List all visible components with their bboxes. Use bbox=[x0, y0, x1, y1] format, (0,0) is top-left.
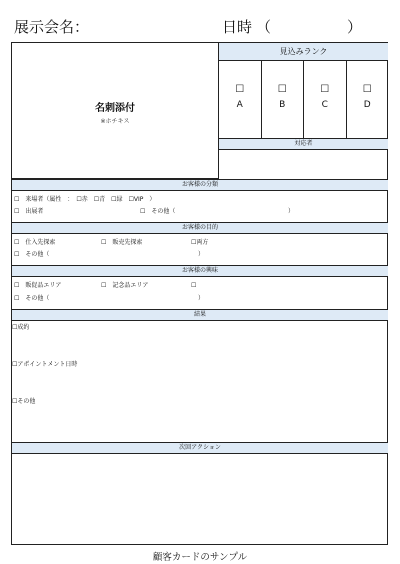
staff-heading: 対応者 bbox=[219, 139, 388, 150]
rank-option-a[interactable] bbox=[219, 61, 262, 138]
date-paren-close: ） bbox=[346, 18, 362, 36]
page-caption: 顧客カードのサンプル bbox=[152, 552, 248, 563]
purpose-other-close: ） bbox=[198, 251, 205, 258]
exhibitor-option[interactable]: ☐ 出展者 bbox=[14, 208, 44, 215]
visitor-option[interactable]: ☐ 来場者（属性 ： ☐赤 ☐青 ☐緑 ☐VIP ） bbox=[14, 196, 156, 203]
rank-checkbox[interactable]: ☐ bbox=[320, 84, 330, 95]
interest-other-close: ） bbox=[198, 295, 205, 302]
result-heading: 結果 bbox=[12, 309, 388, 321]
promo-area-option[interactable]: ☐ 販促品エリア bbox=[14, 282, 62, 289]
rank-checkbox[interactable]: ☐ bbox=[235, 84, 245, 95]
classification-other-close: ） bbox=[288, 208, 295, 215]
sales-channel-option[interactable]: ☐ 販売先探索 bbox=[101, 239, 143, 246]
rank-option-c[interactable] bbox=[304, 61, 347, 138]
rank-checkbox[interactable]: ☐ bbox=[362, 84, 372, 95]
rank-options bbox=[219, 61, 388, 139]
both-option[interactable]: ☐両方 bbox=[191, 239, 209, 246]
business-card-note: ※ホチキス bbox=[100, 118, 130, 125]
interest-heading: お客様の興味 bbox=[12, 265, 388, 277]
result-contract-option[interactable]: ☐成約 bbox=[12, 324, 30, 331]
result-appointment-option[interactable]: ☐アポイントメント日時 bbox=[12, 361, 78, 368]
rank-heading: 見込みランク bbox=[219, 43, 388, 61]
business-card-area bbox=[12, 43, 219, 179]
purpose-heading: お客様の目的 bbox=[12, 222, 388, 234]
rank-label: D bbox=[363, 100, 371, 110]
next-action-heading: 次回アクション bbox=[12, 442, 388, 454]
date-field bbox=[222, 16, 362, 37]
customer-card-form bbox=[11, 42, 388, 545]
next-action-field[interactable] bbox=[12, 454, 388, 545]
business-card-title: 名刺添付 bbox=[95, 103, 135, 114]
exhibition-name-label: 展示会名： bbox=[14, 18, 90, 36]
purpose-other-option[interactable]: ☐ その他（ bbox=[14, 251, 50, 258]
interest-blank-option[interactable]: ☐ bbox=[191, 282, 197, 289]
interest-other-option[interactable]: ☐ その他（ bbox=[14, 295, 50, 302]
rank-label: A bbox=[236, 100, 243, 110]
rank-label: B bbox=[279, 100, 286, 110]
result-other-option[interactable]: ☐その他 bbox=[12, 398, 36, 405]
sourcing-option[interactable]: ☐ 仕入先探索 bbox=[14, 239, 56, 246]
rank-label: C bbox=[321, 100, 328, 110]
rank-option-b[interactable] bbox=[262, 61, 305, 138]
date-paren-open: （ bbox=[256, 18, 272, 36]
rank-checkbox[interactable]: ☐ bbox=[277, 84, 287, 95]
rank-option-d[interactable] bbox=[347, 61, 389, 138]
souvenir-area-option[interactable]: ☐ 記念品エリア bbox=[101, 282, 149, 289]
classification-other-option[interactable]: ☐ その他（ bbox=[140, 208, 176, 215]
classification-heading: お客様の分類 bbox=[12, 179, 388, 191]
date-label: 日時 bbox=[222, 18, 253, 36]
